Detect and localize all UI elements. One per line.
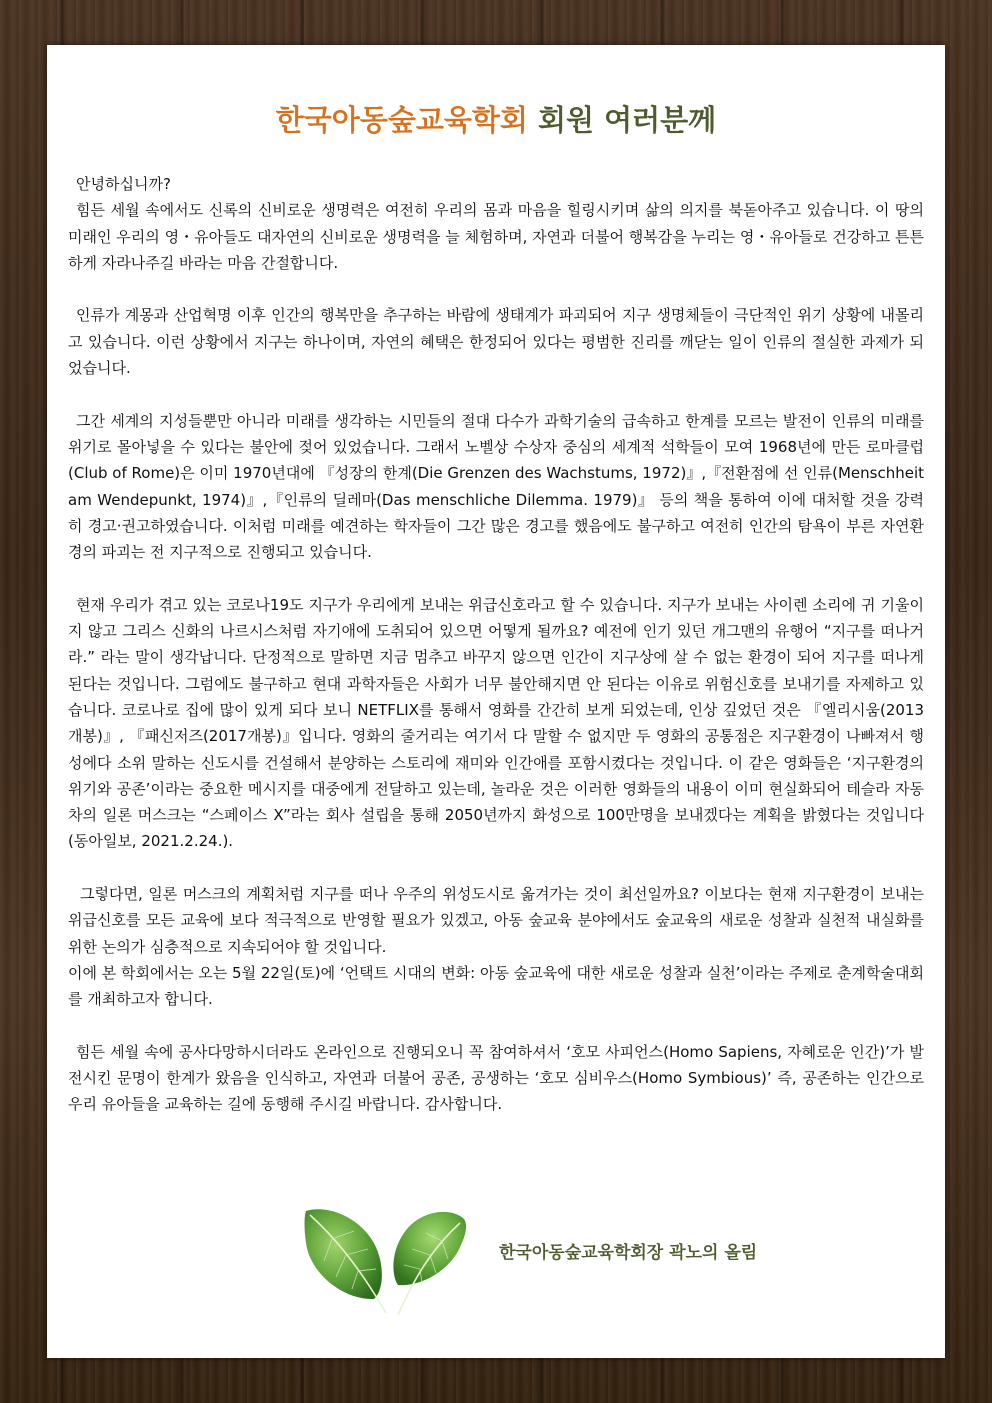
body-paragraph: 그렇다면, 일론 머스크의 계획처럼 지구를 떠나 우주의 위성도시로 옮겨가는 것이 최선일까요? 이보다는 현재 지구환경이 보내는 위급신호를 모든 교육에 보다 적극적으로 반영할 필요가 있겠고, 아동 숲교육 분야에서도 숲교육의 새로운 성찰과 실천적 내실화를 위한 논의가 심층적으로 지속되어야 할 것입니다. — [68, 885, 924, 956]
title-greeting: 회원 여러분께 — [527, 103, 717, 137]
leaves-decoration — [302, 1203, 472, 1323]
letter-body — [68, 171, 924, 1144]
greeting-paragraph: 안녕하십니까? — [76, 175, 171, 193]
closing-paragraph: 힘든 세월 속에 공사다망하시더라도 온라인으로 진행되오니 꼭 참여하셔서 ‘호모 사피언스(Homo Sapiens, 자혜로운 인간)’가 발전시킨 문명이 한계가 왔음을 인식하고, 자연과 더불어 공존, 공생하는 ‘호모 심비우스(Homo Symbious)’ 즉, 공존하는 인간으로 우리 유아들을 교육하는 길에 동행해 주시길 바랍니다. 감사합니다. — [68, 1042, 924, 1114]
letter-page — [47, 45, 945, 1358]
title-organization: 한국아동숲교육학회 — [275, 103, 528, 137]
leaf-right-icon — [393, 1212, 466, 1315]
body-paragraph: 인류가 계몽과 산업혁명 이후 인간의 행복만을 추구하는 바람에 생태계가 파괴되어 지구 생명체들이 극단적인 위기 상황에 내몰리고 있습니다. 이런 상황에서 지구는 하나이며, 자연의 혜택은 한정되어 있다는 평범한 진리를 깨닫는 일이 인류의 절실한 과제가 되었습니다. — [68, 306, 924, 378]
leaf-left-icon — [305, 1209, 387, 1313]
body-paragraph: 현재 우리가 겪고 있는 코로나19도 지구가 우리에게 보내는 위급신호라고 할 수 있습니다. 지구가 보내는 사이렌 소리에 귀 기울이지 않고 그리스 신화의 나르시스처럼 자기애에 도취되어 있으면 어떻게 될까요? 예전에 인기 있던 개그맨의 유행어 “지구를 떠나거라.” 라는 말이 생각납니다. 단정적으로 말하면 지금 멈추고 바꾸지 않으면 인간이 지구상에 살 수 없는 환경이 되어 지구를 떠나게 된다는 것입니다. 그럼에도 불구하고 현대 과학자들은 사회가 너무 불안해지면 안 된다는 이유로 위험신호를 보내기를 자제하고 있습니다. 코로나로 집에 많이 있게 되다 보니 NETFLIX를 통해서 영화를 간간히 보게 되었는데, 인상 깊었던 것은 『엘리시움(2013개봉)』, 『패신저즈(2017개봉)』입니다. 영화의 줄거리는 여기서 다 말할 수 없지만 두 영화의 공통점은 지구환경이 나빠져서 행성에다 소위 말하는 신도시를 건설해서 분양하는 스토리에 재미와 인간애를 포함시켰다는 것입니다. 이 같은 영화들은 ‘지구환경의 위기와 공존’이라는 중요한 메시지를 대중에게 전달하고 있는데, 놀라운 것은 이러한 영화들의 내용이 이미 현실화되어 테슬라 자동차의 일론 머스크는 “스페이스 X”라는 회사 설립을 통해 2050년까지 화성으로 100만명을 보내겠다는 계획을 밝혔다는 것입니다(동아일보, 2021.2.24.). — [68, 595, 924, 851]
letter-title — [47, 100, 945, 140]
body-paragraph: 그간 세계의 지성들뿐만 아니라 미래를 생각하는 시민들의 절대 다수가 과학기술의 급속하고 한계를 모르는 발전이 인류의 미래를 위기로 몰아넣을 수 있다는 불안에 젖어 있었습니다. 그래서 노벨상 수상자 중심의 세계적 석학들이 모여 1968년에 만든 로마클럽(Club of Rome)은 이미 1970년대에 『성장의 한계(Die Grenzen des Wachstums, 1972)』,『전환점에 선 인류(Menschheit am Wendepunkt, 1974)』,『인류의 딜레마(Das menschliche Dilemma. 1979)』 등의 책을 통하여 이에 대처할 것을 강력히 경고·권고하였습니다. 이처럼 미래를 예견하는 학자들이 그간 많은 경고를 했음에도 불구하고 여전히 인간의 탐욕이 부른 자연환경의 파괴는 전 지구적으로 진행되고 있습니다. — [68, 411, 924, 562]
signature: 한국아동숲교육학회장 곽노의 올림 — [499, 1243, 758, 1263]
conference-announcement: 이에 본 학회에서는 오는 5월 22일(토)에 ‘언택트 시대의 변화: 아동 숲교육에 대한 새로운 성찰과 실천’이라는 주제로 춘계학술대회를 개최하고자 합니다. — [68, 963, 924, 1009]
body-paragraph: 힘든 세월 속에서도 신록의 신비로운 생명력은 여전히 우리의 몸과 마음을 힐링시키며 삶의 의지를 북돋아주고 있습니다. 이 땅의 미래인 우리의 영・유아들도 대자연의 신비로운 생명력을 늘 체험하며, 자연과 더불어 행복감을 누리는 영・유아들로 건강하고 튼튼하게 자라나주길 바라는 마음 간절합니다. — [68, 201, 924, 272]
